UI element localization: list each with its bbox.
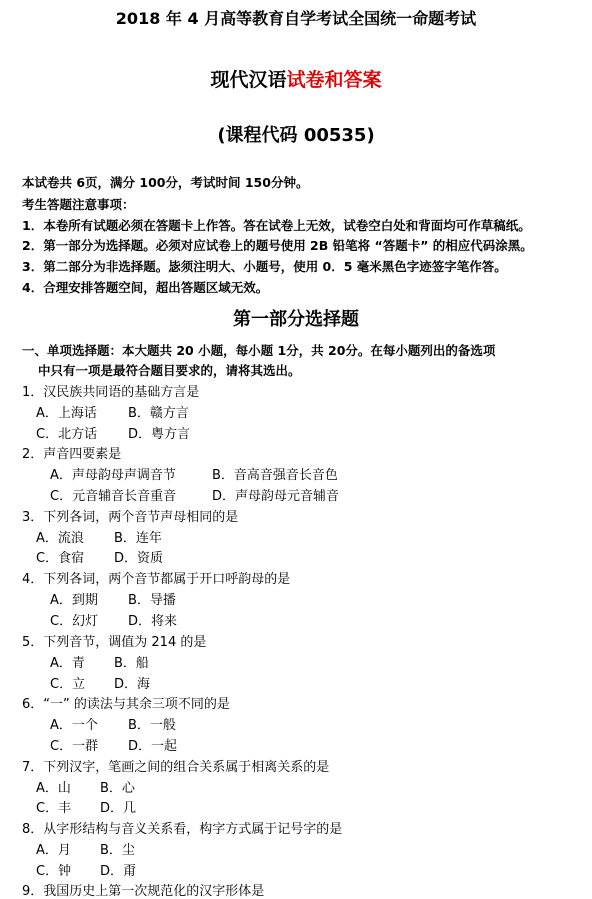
option-a: A．声母韵母声调音节 (50, 468, 176, 483)
option-c: C．元音辅音长音重音 (50, 489, 177, 504)
option-c: C．一群 (50, 739, 99, 754)
option-a: A．一个 (50, 718, 98, 733)
option-b: B．连年 (114, 531, 162, 546)
notice-item: 3．第二部分为非选择题。毖须注明大、小题号，使用 0．5 毫米黑色字迹签字笔作答。 (22, 259, 507, 274)
option-b: B．导播 (128, 593, 176, 608)
exam-title: 2018 年 4 月高等教育自学考试全国统一命题考试 (115, 9, 477, 28)
option-c: C．食宿 (36, 551, 85, 566)
notice-item: 4．合理安排答题空间，超出答题区域无效。 (22, 280, 269, 295)
paper-subject (0, 65, 592, 92)
option-a: A．上海话 (36, 406, 97, 421)
notice-item: 1．本卷所有试题必须在答题卡上作答。答在试卷上无效，试卷空白处和背面均可作草稿纸。 (22, 218, 531, 233)
option-c: C．北方话 (36, 427, 98, 442)
question-stem: 9．我国历史上第一次规范化的汉字形体是 (22, 884, 265, 899)
option-d: D．甭 (100, 864, 137, 879)
option-a: A．流浪 (36, 531, 84, 546)
subject-accent: 试卷和答案 (286, 69, 382, 91)
question-stem: 6．“一” 的读法与其余三项不同的是 (22, 697, 230, 712)
option-d: D．一起 (128, 739, 178, 754)
question-stem: 3．下列各词，两个音节声母相同的是 (22, 510, 239, 525)
option-a: A．月 (36, 843, 71, 858)
option-d: D．声母韵母元音辅音 (212, 489, 340, 504)
option-d: D．几 (100, 801, 137, 816)
question-stem: 4．下列各词，两个音节都属于开口呼韵母的是 (22, 572, 291, 587)
exam-intro: 本试卷共 6页，满分 100分，考试时间 150分钟。 (22, 175, 309, 190)
question-stem: 2．声音四要素是 (22, 447, 122, 462)
course-code: (课程代码 00535) (217, 125, 375, 146)
option-b: B．尘 (100, 843, 135, 858)
notice-heading: 考生答题注意事项： (22, 197, 135, 212)
option-b: B．心 (100, 781, 135, 796)
option-d: D．资质 (114, 551, 164, 566)
question-stem: 7．下列汉字，笔画之间的组合关系属于相离关系的是 (22, 760, 330, 775)
part-title: 第一部分选择题 (233, 309, 359, 330)
notice-item: 2．第一部分为选择题。必须对应试卷上的题号使用 2B 铅笔将 “答题卡” 的相应代码涂黑。 (22, 238, 533, 253)
option-d: D．粤方言 (128, 427, 191, 442)
subject-main: 现代汉语 (210, 69, 287, 91)
option-c: C．钟 (36, 864, 72, 879)
option-b: B．船 (114, 656, 149, 671)
option-b: B．音高音强音长音色 (212, 468, 338, 483)
option-a: A．青 (50, 656, 85, 671)
question-stem: 1．汉民族共同语的基础方言是 (22, 385, 200, 400)
option-d: D．海 (114, 677, 151, 692)
option-c: C．丰 (36, 801, 72, 816)
option-d: D．将来 (128, 614, 178, 629)
question-stem: 8．从字形结构与音义关系看，构字方式属于记号字的是 (22, 822, 343, 837)
option-b: B．一般 (128, 718, 176, 733)
option-a: A．山 (36, 781, 71, 796)
option-a: A．到期 (50, 593, 98, 608)
option-c: C．立 (50, 677, 86, 692)
section-instructions-line1: 一、单项选择题：本大题共 20 小题，每小题 1分，共 20分。在每小题列出的备选项 (22, 343, 496, 358)
question-stem: 5．下列音节，调值为 214 的是 (22, 635, 207, 650)
option-b: B．赣方言 (128, 406, 189, 421)
option-c: C．幻灯 (50, 614, 99, 629)
section-instructions-line2: 中只有一项是最符合题目要求的，请将其选出。 (38, 363, 301, 378)
